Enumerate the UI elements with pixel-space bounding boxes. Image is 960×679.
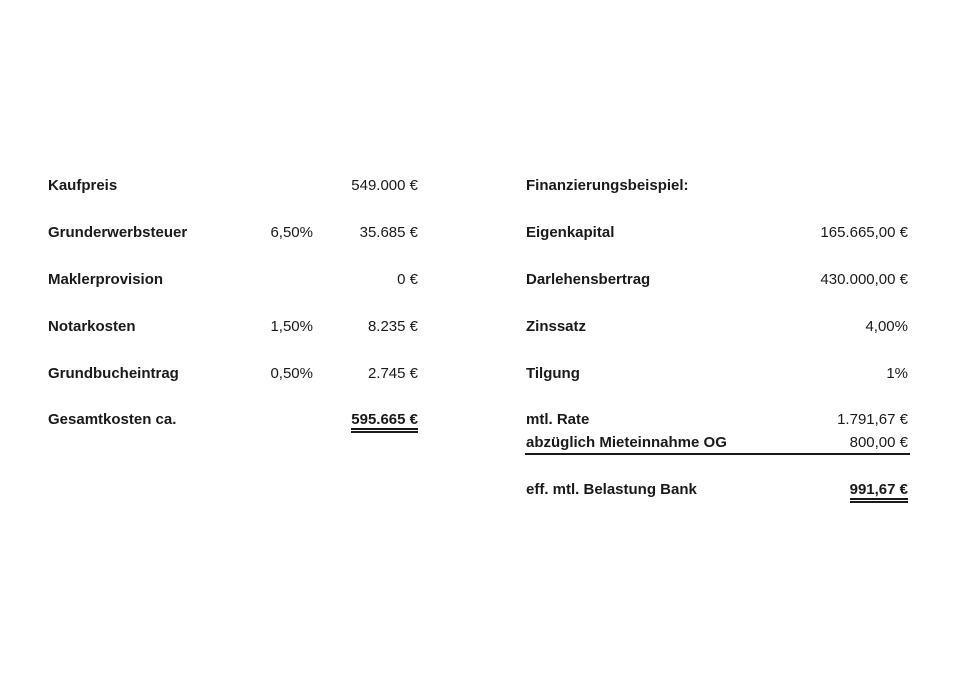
row-label: Tilgung [526, 365, 580, 382]
row-label: Maklerprovision [48, 271, 164, 288]
row-label: Darlehensbertrag [526, 271, 651, 288]
total-value: 991,67 € [850, 481, 908, 503]
row-label: Grundbucheintrag [48, 365, 179, 382]
section-heading: Finanzierungsbeispiel: [526, 177, 689, 194]
financing-header-row [0, 176, 960, 196]
row-value: 1.791,67 € [837, 411, 908, 428]
total-amount: 595.665 € [351, 411, 418, 433]
row-amount: 549.000 € [351, 177, 418, 194]
row-value: 800,00 € [849, 434, 908, 451]
row-amount: 0 € [397, 271, 418, 288]
table-row-eigenkapital [0, 223, 960, 243]
row-label: mtl. Rate [526, 411, 590, 428]
row-value: 4,00% [865, 318, 908, 335]
table-row-darlehensbertrag [0, 270, 960, 290]
total-value-cell [688, 480, 908, 500]
row-label: Notarkosten [48, 318, 136, 335]
row-percent: 6,50% [270, 224, 313, 241]
sum-rule [525, 453, 910, 455]
row-label: Zinssatz [526, 318, 587, 335]
row-label: abzüglich Mieteinnahme OG [526, 434, 727, 451]
total-label: eff. mtl. Belastung Bank [526, 481, 697, 498]
row-label: Eigenkapital [526, 224, 615, 241]
table-row-zinssatz [0, 317, 960, 337]
row-value: 165.665,00 € [820, 224, 908, 241]
total-label: Gesamtkosten ca. [48, 411, 177, 428]
row-amount: 35.685 € [359, 224, 418, 241]
row-value: 430.000,00 € [820, 271, 908, 288]
table-row-tilgung [0, 364, 960, 384]
row-value: 1% [886, 365, 908, 382]
row-percent: 1,50% [270, 318, 313, 335]
row-amount: 2.745 € [367, 365, 418, 382]
table-row-abzueglich-mieteinnahme [0, 433, 960, 453]
row-label: Grunderwerbsteuer [48, 224, 188, 241]
row-percent: 0,50% [270, 365, 313, 382]
row-amount: 8.235 € [367, 318, 418, 335]
table-row-eff-belastung-total [0, 480, 960, 500]
row-label: Kaufpreis [48, 177, 118, 194]
table-row-mtl-rate [0, 410, 960, 430]
